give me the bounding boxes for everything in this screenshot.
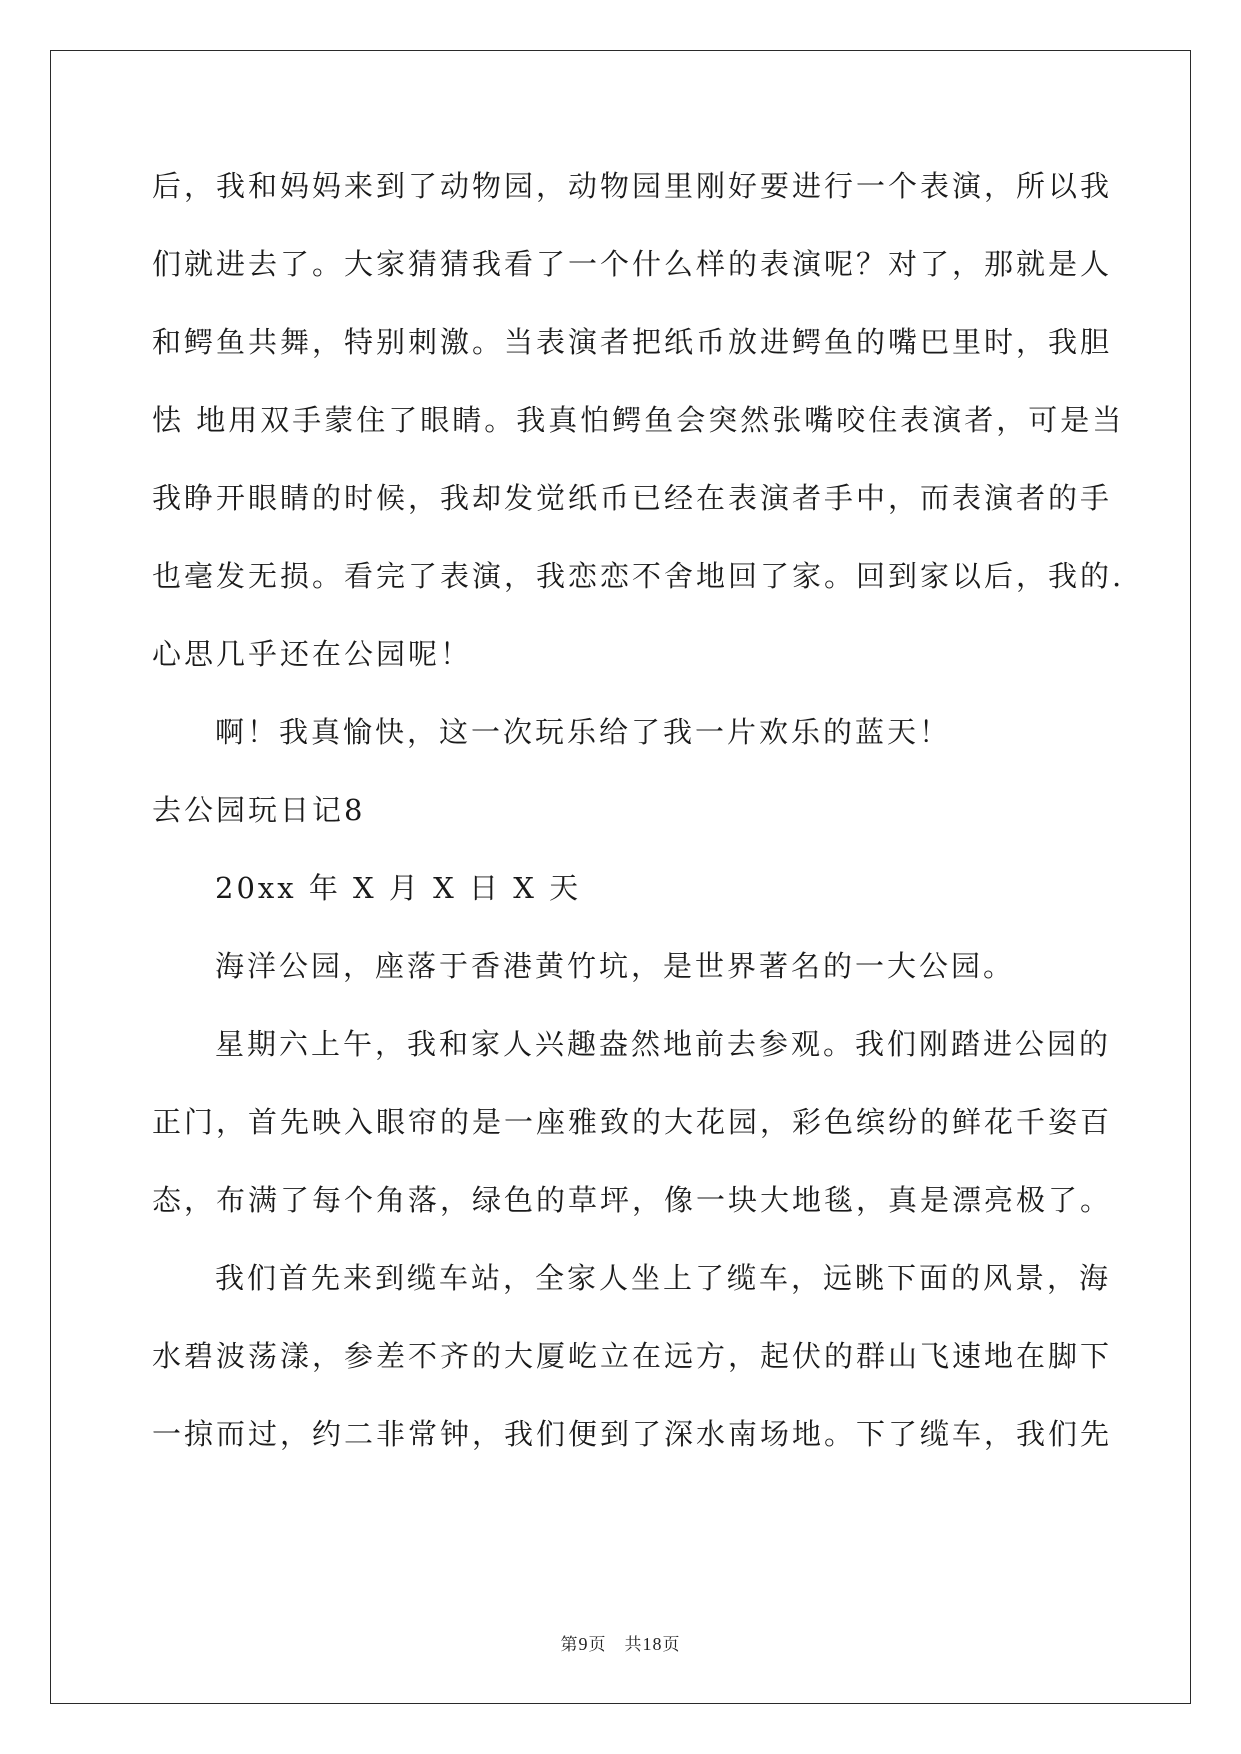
text-line: 我们首先来到缆车站，全家人坐上了缆车，远眺下面的风景，海 bbox=[215, 1261, 1112, 1295]
text-line: 海洋公园，座落于香港黄竹坑，是世界著名的一大公园。 bbox=[215, 949, 1016, 983]
date-line: 20xx 年 X 月 X 日 X 天 bbox=[215, 871, 582, 905]
footer-suffix: 页 bbox=[662, 1635, 681, 1655]
total-page-number: 18 bbox=[642, 1634, 663, 1654]
text-line: 一掠而过，约二非常钟，我们便到了深水南场地。下了缆车，我们先 bbox=[152, 1417, 1113, 1451]
text-line: 我睁开眼睛的时候，我却发觉纸币已经在表演者手中，而表演者的手 bbox=[152, 481, 1113, 515]
text-line: 后，我和妈妈来到了动物园，动物园里刚好要进行一个表演，所以我 bbox=[152, 169, 1113, 203]
text-line: 和鳄鱼共舞，特别刺激。当表演者把纸币放进鳄鱼的嘴巴里时，我胆 bbox=[152, 325, 1113, 359]
text-line: 也毫发无损。看完了表演，我恋恋不舍地回了家。回到家以后，我的. bbox=[152, 559, 1125, 593]
footer-middle: 页 共 bbox=[588, 1635, 643, 1655]
text-line: 心思几乎还在公园呢！ bbox=[152, 637, 473, 671]
text-line: 正门，首先映入眼帘的是一座雅致的大花园，彩色缤纷的鲜花千姿百 bbox=[152, 1105, 1113, 1139]
text-line: 星期六上午，我和家人兴趣盎然地前去参观。我们刚踏进公园的 bbox=[215, 1027, 1112, 1061]
section-heading: 去公园玩日记8 bbox=[152, 793, 366, 827]
text-line: 们就进去了。大家猜猜我看了一个什么样的表演呢？对了，那就是人 bbox=[152, 247, 1113, 281]
current-page-number: 9 bbox=[578, 1634, 589, 1654]
document-body bbox=[152, 166, 1125, 1492]
text-line: 啊！我真愉快，这一次玩乐给了我一片欢乐的蓝天！ bbox=[215, 715, 952, 749]
text-line: 态，布满了每个角落，绿色的草坪，像一块大地毯，真是漂亮极了。 bbox=[152, 1183, 1113, 1217]
text-line: 怯 地用双手蒙住了眼睛。我真怕鳄鱼会突然张嘴咬住表演者，可是当 bbox=[152, 403, 1125, 437]
text-line: 水碧波荡漾，参差不齐的大厦屹立在远方，起伏的群山飞速地在脚下 bbox=[152, 1339, 1113, 1373]
footer-prefix: 第 bbox=[560, 1635, 579, 1655]
page-footer bbox=[0, 1630, 1241, 1655]
